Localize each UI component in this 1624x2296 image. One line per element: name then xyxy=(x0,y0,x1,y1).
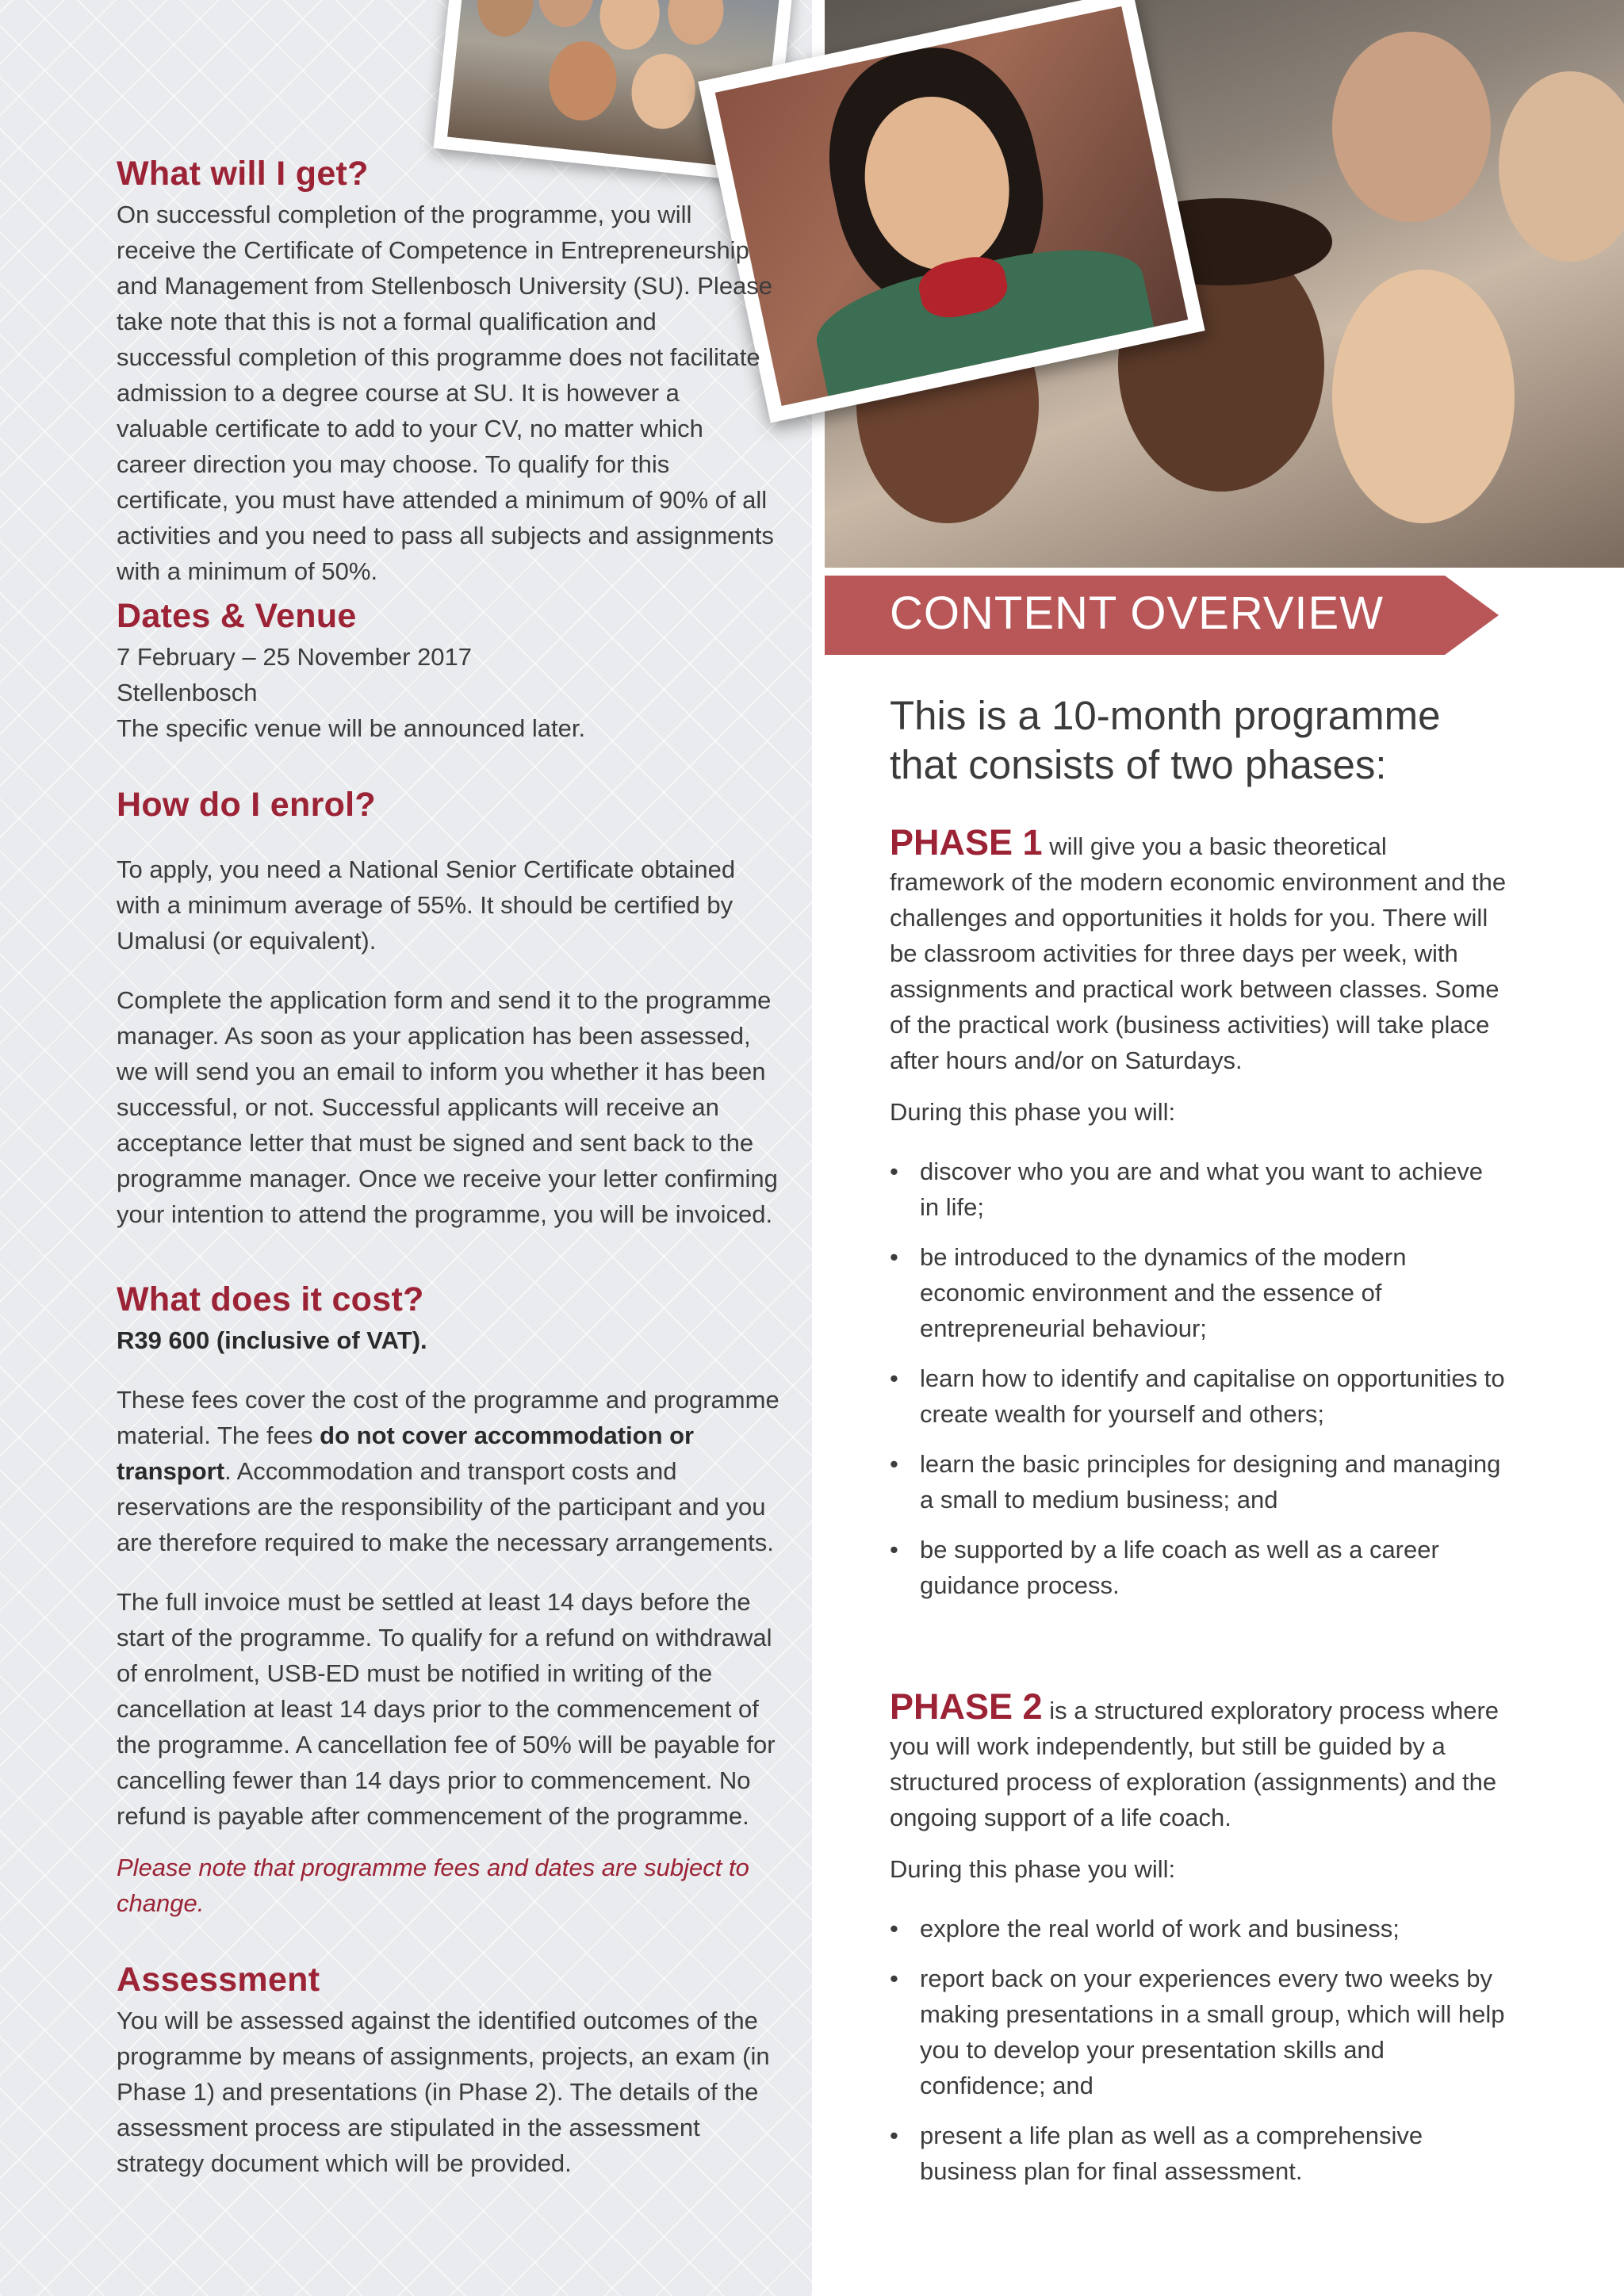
cost-p2: The full invoice must be settled at least 14 days before the start of the programme. To qualify for a refund on withdrawal of enrolment, USB-ED must be notified in writing of the cancellation at least 14 days prior to the commencement of the programme. A cancellation fee of 50% will be payable for cancelling fewer than 14 days prior to commencement. No refund is payable after commencement of the programme. xyxy=(117,1588,776,1830)
heading-assessment: Assessment xyxy=(117,1961,320,1999)
section-cost xyxy=(117,1276,783,1921)
section-intro xyxy=(890,691,1508,790)
section-what-get xyxy=(117,151,783,589)
heading-dates-venue: Dates & Venue xyxy=(117,597,357,635)
banner-title: CONTENT OVERVIEW xyxy=(890,587,1384,639)
phase1-paragraph: PHASE 1 will give you a basic theoretical framework of the modern economic environment and the challenges and opportunities it holds for you. There will be classroom activities for three days per week, with assignments and practical work between classes. Some of the practical work (business activities) will take place after hours and/or on Saturdays. xyxy=(890,822,1507,1074)
price: R39 600 (inclusive of VAT). xyxy=(117,1326,427,1354)
enrol-p1: To apply, you need a National Senior Certificate obtained with a minimum average of 55%. It should be certified by Umalusi (or equivalent). xyxy=(117,855,736,955)
phase2-label: PHASE 2 xyxy=(890,1686,1043,1727)
phase1-during: During this phase you will: xyxy=(890,1098,1176,1126)
phase2-during: During this phase you will: xyxy=(890,1855,1176,1883)
section-phase1 xyxy=(890,822,1508,1617)
what-get-body: On successful completion of the programme, you will receive the Certificate of Competence in Entrepreneurship and Management from Stellenbosch University (SU). Please take note that this is not a formal qualification and successful completion of this programme does not facilitate admission to a degree course at SU. It is however a valuable certificate to add to your CV, no matter which career direction you may choose. To qualify for this certificate, you must have attended a minimum of 90% of all activities and you need to pass all subjects and assignments with a minimum of 50%. xyxy=(117,201,774,585)
phase2-bullets xyxy=(890,1911,1508,2189)
cost-p1: These fees cover the cost of the programme and programme material. The fees do not cover accommodation or transport. Accommodation and transport costs and reservations are the responsibility of the participant and you are therefore required to make the necessary arrangements. xyxy=(117,1386,779,1556)
section-dates-venue xyxy=(117,593,783,746)
enrol-p2: Complete the application form and send it to the programme manager. As soon as your application has been assessed, we will send you an email to inform you whether it has been successful, or not. Successful applicants will receive an acceptance letter that must be signed and sent back to the programme manager. Once we receive your letter confirming your intention to attend the programme, you will be invoiced. xyxy=(117,986,778,1228)
list-item: • learn the basic principles for designing and managing a small to medium business; and xyxy=(890,1446,1508,1517)
list-item: • be introduced to the dynamics of the modern economic environment and the essence of entrepreneurial behaviour; xyxy=(890,1239,1508,1346)
list-item: • be supported by a life coach as well as a career guidance process. xyxy=(890,1532,1508,1603)
heading-enrol: How do I enrol? xyxy=(117,786,376,824)
section-assessment xyxy=(117,1957,783,2181)
list-item: • learn how to identify and capitalise on opportunities to create wealth for yourself and others; xyxy=(890,1360,1508,1432)
venue-line: Stellenbosch xyxy=(117,679,258,706)
phase1-bullets xyxy=(890,1154,1508,1603)
list-item: • present a life plan as well as a comprehensive business plan for final assessment. xyxy=(890,2118,1508,2189)
venue-note: The specific venue will be announced later. xyxy=(117,714,586,742)
list-item: • report back on your experiences every two weeks by making presentations in a small group, which will help you to develop your presentation skills and confidence; and xyxy=(890,1961,1508,2103)
phase2-paragraph: PHASE 2 is a structured exploratory process where you will work independently, but still be guided by a structured process of exploration (assignments) and the ongoing support of a life coach. xyxy=(890,1686,1500,1831)
list-item: • discover who you are and what you want to achieve in life; xyxy=(890,1154,1508,1225)
intro-text: This is a 10-month programme that consists of two phases: xyxy=(890,693,1441,787)
dates-line: 7 February – 25 November 2017 xyxy=(117,643,473,671)
section-phase2 xyxy=(890,1686,1508,2203)
heading-what-get: What will I get? xyxy=(117,155,369,193)
assessment-body: You will be assessed against the identified outcomes of the programme by means of assignments, projects, an exam (in Phase 1) and presentations (in Phase 2). The details of the assessment process are stipulated in the assessment strategy document which will be provided. xyxy=(117,2007,770,2177)
list-item: • explore the real world of work and business; xyxy=(890,1911,1508,1946)
section-enrol xyxy=(117,782,783,1232)
fee-change-note: Please note that programme fees and dates are subject to change. xyxy=(117,1854,749,1917)
heading-cost: What does it cost? xyxy=(117,1280,424,1318)
cost-exclusion: do not cover accommodation or transport xyxy=(117,1422,695,1485)
phase1-label: PHASE 1 xyxy=(890,822,1043,863)
